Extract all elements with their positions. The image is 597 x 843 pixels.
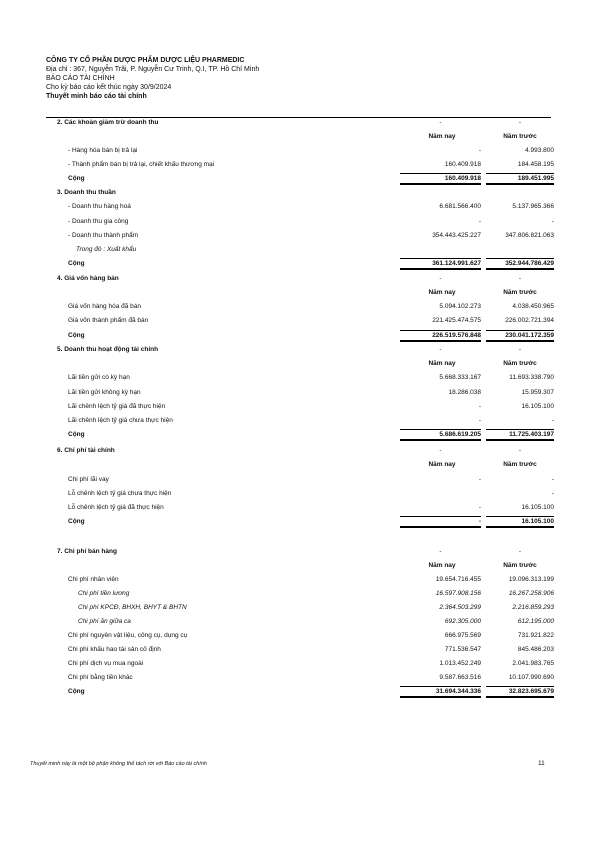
current-year-value: Năm nay [428,133,456,140]
table-row [0,672,597,683]
table-row [0,315,597,326]
column-header-row [0,459,597,470]
current-year-value: 361.124.991.627 [400,258,481,270]
current-year-value: - [478,403,481,410]
row-label: Cộng [68,431,85,438]
table-row [0,474,597,485]
table-row [0,502,597,513]
current-year-value: - [439,119,442,126]
prior-year-value: 4.038.450.965 [512,303,554,310]
table-row [0,201,597,212]
current-year-value: - [439,275,442,282]
table-row [0,401,597,412]
prior-year-value: 16.105.100 [521,504,554,511]
current-year-value: - [478,476,481,483]
current-year-value: 221.425.474.575 [432,317,481,324]
prior-year-value: 10.107.990.690 [508,674,554,681]
column-header-row [0,287,597,298]
current-year-value: 692.305.000 [444,618,481,625]
row-label: Trong đó : Xuất khẩu [76,246,137,253]
row-label: 6. Chi phí tài chính [57,447,115,454]
prior-year-value: 2.041.983.765 [512,660,554,667]
row-label: Chi phí dịch vụ mua ngoài [68,660,144,667]
prior-year-value: - [551,476,554,483]
prior-year-value: - [518,447,522,454]
row-label: Chi phí KPCĐ, BHXH, BHYT & BHTN [78,604,187,611]
current-year-value: 6.681.566.400 [439,203,481,210]
report-period: Cho kỳ báo cáo kết thúc ngày 30/9/2024 [46,84,172,91]
table-row [0,488,597,499]
section-heading-row [0,546,597,557]
prior-year-value: 731.921.822 [517,632,554,639]
table-row [0,602,597,613]
current-year-value: 16.597.908.156 [435,590,481,597]
table-row [0,630,597,641]
current-year-value: 771.536.547 [444,646,481,653]
prior-year-value: - [551,490,554,497]
total-row [0,429,597,440]
section-heading-row [0,117,597,128]
prior-year-value: 184.458.195 [517,161,554,168]
current-year-value: 9.587.663.516 [439,674,481,681]
row-label: Cộng [68,688,85,695]
current-year-value: - [478,504,481,511]
report-subtitle: Thuyết minh báo cáo tài chính [46,93,147,100]
prior-year-value: 16.105.100 [521,403,554,410]
section-heading-row [0,273,597,284]
table-row [0,616,597,627]
prior-year-value: Năm trước [503,562,537,569]
table-row [0,145,597,156]
row-label: Lãi tiền gửi không kỳ hạn [68,389,141,396]
prior-year-value: 189.451.995 [486,173,554,185]
current-year-value: 1.013.452.249 [439,660,481,667]
current-year-value: 2.364.503.299 [439,604,481,611]
table-row [0,574,597,585]
current-year-value: 19.654.716.455 [435,576,481,583]
current-year-value: Năm nay [428,289,456,296]
prior-year-value: 32.823.695.679 [486,686,554,698]
total-row [0,258,597,269]
table-row [0,230,597,241]
prior-year-value: - [518,548,522,555]
table-row [0,244,597,255]
current-year-value: - [478,417,481,424]
prior-year-value: 15.959.307 [521,389,554,396]
row-label: Cộng [68,175,85,182]
prior-year-value: Năm trước [503,360,537,367]
table-row [0,301,597,312]
current-year-value: 31.694.344.336 [400,686,481,698]
prior-year-value: Năm trước [503,289,537,296]
prior-year-value: 19.096.313.199 [508,576,554,583]
total-row [0,330,597,341]
row-label: Chi phí ăn giữa ca [78,618,131,625]
row-label: - Doanh thu hàng hoá [68,203,131,210]
column-header-row [0,358,597,369]
page-number: 11 [538,760,545,767]
row-label: Chi phí khấu hao tài sản cố định [68,646,161,653]
column-header-row [0,560,597,571]
row-label: 4. Giá vốn hàng bán [57,275,119,282]
current-year-value: 226.519.576.848 [400,330,481,342]
current-year-value: 354.443.425.227 [432,232,481,239]
prior-year-value: - [518,119,522,126]
section-heading-row [0,187,597,198]
current-year-value: - [439,346,442,353]
row-label: Lãi chênh lệch tỷ giá chưa thực hiện [68,417,173,424]
prior-year-value: 230.041.172.359 [486,330,554,342]
prior-year-value: Năm trước [503,461,537,468]
prior-year-value: 612.195.000 [517,618,554,625]
row-label: Cộng [68,260,85,267]
table-row [0,415,597,426]
row-label: - Hàng hóa bán bị trả lại [68,147,138,154]
row-label: Cộng [68,332,85,339]
row-label: Chi phí nhân viên [68,576,119,583]
table-row [0,159,597,170]
column-header-row [0,131,597,142]
prior-year-value: 352.944.786.429 [486,258,554,270]
row-label: - Doanh thu thành phẩm [68,232,139,239]
current-year-value: 18.286.038 [448,389,481,396]
row-label: Lỗ chênh lệch tỷ giá chưa thực hiện [68,490,172,497]
row-label: Lãi tiền gửi có kỳ hạn [68,374,130,381]
table-row [0,644,597,655]
row-label: Cộng [68,518,85,525]
current-year-value: - [439,447,442,454]
table-row [0,216,597,227]
current-year-value: - [478,218,481,225]
report-title: BÁO CÁO TÀI CHÍNH [46,75,115,82]
total-row [0,516,597,527]
row-label: - Doanh thu gia công [68,218,129,225]
section-heading-row [0,344,597,355]
prior-year-value: 16.105.100 [486,516,554,528]
section-heading-row [0,445,597,456]
row-label: 7. Chi phí bán hàng [57,548,117,555]
prior-year-value: Năm trước [503,133,537,140]
table-row [0,658,597,669]
prior-year-value: 5.137.965.366 [512,203,554,210]
prior-year-value: 226.002.721.394 [505,317,554,324]
row-label: 2. Các khoản giảm trừ doanh thu [57,119,159,126]
prior-year-value: - [518,275,522,282]
row-label: Chi phí nguyên vật liệu, công cụ, dụng cụ [68,632,188,639]
company-address: Địa chỉ : 367, Nguyễn Trãi, P. Nguyễn Cư Trinh, Q.I, TP. Hồ Chí Minh [46,66,260,73]
current-year-value: 160.409.918 [400,173,481,185]
prior-year-value: - [518,346,522,353]
current-year-value: Năm nay [428,360,456,367]
current-year-value: 666.975.569 [444,632,481,639]
prior-year-value: 11.693.338.790 [509,374,554,381]
prior-year-value: 347.806.821.063 [505,232,554,239]
total-row [0,173,597,184]
prior-year-value: - [551,218,554,225]
current-year-value: - [478,147,481,154]
row-label: Chi phí bằng tiền khác [68,674,133,681]
row-label: Giá vốn hàng hóa đã bán [68,303,142,310]
total-row [0,686,597,697]
table-row [0,588,597,599]
prior-year-value: 11.725.403.197 [486,429,554,441]
prior-year-value: 845.486.203 [517,646,554,653]
current-year-value: Năm nay [428,461,456,468]
row-label: 3. Doanh thu thuần [57,189,116,196]
current-year-value: - [400,516,481,528]
current-year-value: 5.668.333.167 [439,374,481,381]
row-label: Chi phí tiền lương [78,590,130,597]
row-label: Lỗ chênh lệch tỷ giá đã thực hiện [68,504,164,511]
prior-year-value: - [551,417,554,424]
table-row [0,387,597,398]
row-label: Lãi chênh lệch tỷ giá đã thực hiện [68,403,166,410]
table-row [0,372,597,383]
prior-year-value: 2.216.859.293 [512,604,554,611]
prior-year-value: 4.993.800 [525,147,554,154]
footer-note: Thuyết minh này là một bộ phận không thể tách rời với Báo cáo tài chính [30,761,207,767]
row-label: Giá vốn thành phẩm đã bán [68,317,149,324]
current-year-value: Năm nay [428,562,456,569]
row-label: 5. Doanh thu hoạt động tài chính [57,346,159,353]
current-year-value: 5.686.619.205 [400,429,481,441]
row-label: - Thành phẩm bán bị trả lại, chiết khấu thương mại [68,161,215,168]
company-name: CÔNG TY CỔ PHẦN DƯỢC PHẨM DƯỢC LIỆU PHARMEDIC [46,57,245,64]
prior-year-value: 16.267.258.906 [508,590,554,597]
current-year-value: 160.409.918 [444,161,481,168]
current-year-value: 5.094.102.273 [439,303,481,310]
row-label: Chi phí lãi vay [68,476,109,483]
current-year-value: - [439,548,442,555]
